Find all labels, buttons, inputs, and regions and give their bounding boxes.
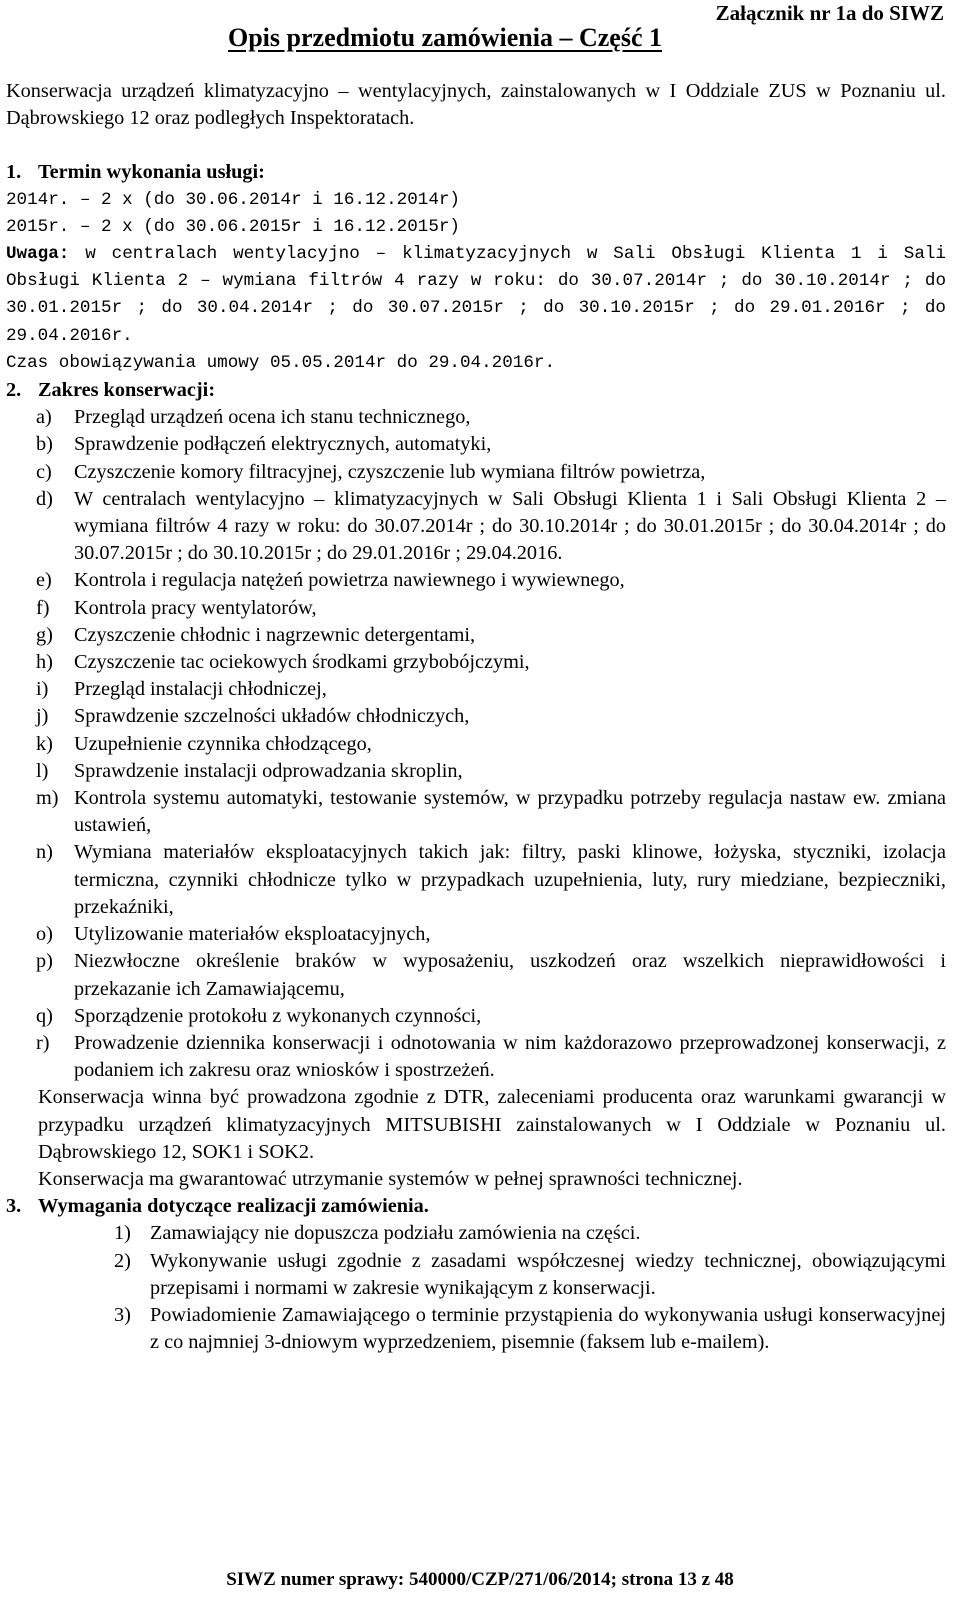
term-line-2015: 2015r. – 2 x (do 30.06.2015r i 16.12.2015r) [6, 216, 460, 237]
list-item [6, 731, 946, 758]
guarantee-paragraph: Konserwacja ma gwarantować utrzymanie systemów w pełnej sprawności technicznej. [38, 1167, 743, 1190]
annex-label: Załącznik nr 1a do SIWZ [715, 1, 944, 25]
document-body [6, 78, 946, 1356]
item-text: Utylizowanie materiałów eksploatacyjnych, [74, 923, 431, 946]
note-paragraph [6, 241, 946, 350]
list-item [6, 676, 946, 703]
list-item [6, 758, 946, 785]
list-item [6, 921, 946, 948]
item-marker: a) [36, 406, 52, 429]
item-marker: r) [36, 1031, 50, 1054]
list-item [6, 1220, 946, 1247]
item-marker: g) [36, 623, 53, 646]
item-text: Sprawdzenie podłączeń elektrycznych, automatyki, [74, 433, 492, 456]
section-number: 2. [6, 379, 22, 402]
section-2-heading [6, 377, 946, 404]
item-marker: 2) [114, 1249, 131, 1272]
item-marker: f) [36, 596, 50, 619]
item-text: Kontrola i regulacja natężeń powietrza nawiewnego i wywiewnego, [74, 569, 625, 592]
section-3-heading [6, 1193, 946, 1220]
item-text: Prowadzenie dziennika konserwacji i odnotowania w nim każdorazowo przeprowadzonej konserwacji, z podaniem ich zakresu oraz wniosków i spostrzeżeń. [74, 1031, 946, 1082]
section-title: Wymagania dotyczące realizacji zamówienia. [38, 1195, 429, 1218]
scope-list [6, 404, 946, 1084]
item-marker: k) [36, 732, 53, 755]
note-text: w centralach wentylacyjno – klimatyzacyjnych w Sali Obsługi Klienta 1 i Sali Obsługi Klienta 2 – wymiana filtrów 4 razy w roku: do 30.07.2014r ; do 30.10.2014r ; do 30.01.2015r ; do 30.04.2014r ; do 30.07.2015r ; do 30.10.2015r ; do 29.01.2016r ; do 29.04.2016r. [6, 244, 946, 346]
list-item [6, 1030, 946, 1084]
item-text: Sprawdzenie szczelności układów chłodniczych, [74, 705, 470, 728]
item-text: Sprawdzenie instalacji odprowadzania skroplin, [74, 759, 463, 782]
intro-paragraph: Konserwacja urządzeń klimatyzacyjno – wentylacyjnych, zainstalowanych w I Oddziale ZUS w Poznaniu ul. Dąbrowskiego 12 oraz podległych Inspektoratach. [6, 80, 946, 130]
list-item [6, 1248, 946, 1302]
note-label: Uwaga: [6, 244, 70, 265]
item-marker: m) [36, 787, 59, 810]
requirements-list [6, 1220, 946, 1356]
item-marker: e) [36, 569, 52, 592]
list-item [6, 1003, 946, 1030]
item-text: Wymiana materiałów eksploatacyjnych takich jak: filtry, paski klinowe, łożyska, styczniki, izolacja termiczna, czynniki chłodnicze tylko w przypadkach uzupełnienia, luty, rury miedziane, bezpieczniki, przekaźniki, [74, 841, 946, 918]
section-number: 3. [6, 1195, 22, 1218]
item-text: Przegląd instalacji chłodniczej, [74, 678, 327, 701]
item-text: Wykonywanie usługi zgodnie z zasadami współczesnej wiedzy technicznej, obowiązującymi przepisami i normami w zakresie wynikającym z konserwacji. [150, 1249, 946, 1299]
item-marker: i) [36, 678, 49, 701]
section-title: Termin wykonania usługi: [38, 161, 265, 184]
section-1-heading [6, 159, 946, 186]
item-text: Kontrola systemu automatyki, testowanie systemów, w przypadku potrzeby regulacja nastaw ew. zmiana ustawień, [74, 787, 946, 837]
list-item [6, 486, 946, 568]
item-text: Przegląd urządzeń ocena ich stanu technicznego, [74, 406, 471, 429]
item-marker: l) [36, 759, 49, 782]
list-item [6, 404, 946, 431]
item-marker: c) [36, 460, 52, 483]
item-text: Czyszczenie tac ociekowych środkami grzybobójczymi, [74, 651, 530, 674]
list-item [6, 703, 946, 730]
item-marker: p) [36, 950, 53, 973]
term-line-2014: 2014r. – 2 x (do 30.06.2014r i 16.12.2014r) [6, 189, 460, 210]
list-item [6, 649, 946, 676]
section-1-content [6, 187, 946, 377]
section-number: 1. [6, 161, 22, 184]
list-item [6, 567, 946, 594]
list-item [6, 1302, 946, 1356]
item-text: Czyszczenie komory filtracyjnej, czyszczenie lub wymiana filtrów powietrza, [74, 460, 706, 483]
list-item [6, 595, 946, 622]
compliance-paragraph: Konserwacja winna być prowadzona zgodnie z DTR, zaleceniami producenta oraz warunkami gwarancji w przypadku urządzeń klimatyzacyjnych MITSUBISHI zainstalowanych w I Oddziale w Poznaniu ul. Dąbrowskiego 12, SOK1 i SOK2. [38, 1086, 946, 1163]
page-footer: SIWZ numer sprawy: 540000/CZP/271/06/2014; strona 13 z 48 [226, 1569, 734, 1590]
list-item [6, 785, 946, 839]
item-text: Niezwłoczne określenie braków w wyposażeniu, uszkodzeń oraz wszelkich nieprawidłowości i przekazanie ich Zamawiającemu, [74, 950, 946, 1000]
item-text: Uzupełnienie czynnika chłodzącego, [74, 732, 372, 755]
item-marker: o) [36, 923, 53, 946]
contract-validity: Czas obowiązywania umowy 05.05.2014r do 29.04.2016r. [6, 352, 556, 373]
list-item [6, 622, 946, 649]
item-marker: d) [36, 487, 53, 510]
item-marker: 1) [114, 1222, 131, 1245]
item-marker: 3) [114, 1303, 131, 1326]
item-marker: q) [36, 1004, 53, 1027]
item-text: Sporządzenie protokołu z wykonanych czynności, [74, 1004, 482, 1027]
section-title: Zakres konserwacji: [38, 379, 216, 402]
list-item [6, 839, 946, 921]
item-marker: j) [36, 705, 49, 728]
item-text: Powiadomienie Zamawiającego o terminie przystąpienia do wykonywania usługi konserwacyjnej z co najmniej 3-dniowym wyprzedzeniem, pisemnie (faksem lub e-mailem). [150, 1303, 946, 1354]
item-marker: n) [36, 841, 53, 864]
item-text: W centralach wentylacyjno – klimatyzacyjnych w Sali Obsługi Klienta 1 i Sali Obsługi Klienta 2 – wymiana filtrów 4 razy w roku: do 30.07.2014r ; do 30.10.2014r ; do 30.01.2015r ; do 30.04.2014r ; do 30.07.2015r ; do 30.10.2015r ; do 29.01.2016r ; 29.04.2016. [74, 487, 946, 565]
item-marker: h) [36, 651, 53, 674]
item-text: Czyszczenie chłodnic i nagrzewnic detergentami, [74, 623, 476, 646]
item-marker: b) [36, 433, 53, 456]
item-text: Kontrola pracy wentylatorów, [74, 596, 317, 619]
list-item [6, 459, 946, 486]
page-title: Opis przedmiotu zamówienia – Część 1 [228, 23, 663, 52]
list-item [6, 948, 946, 1002]
item-text: Zamawiający nie dopuszcza podziału zamówienia na części. [150, 1222, 641, 1245]
list-item [6, 431, 946, 458]
